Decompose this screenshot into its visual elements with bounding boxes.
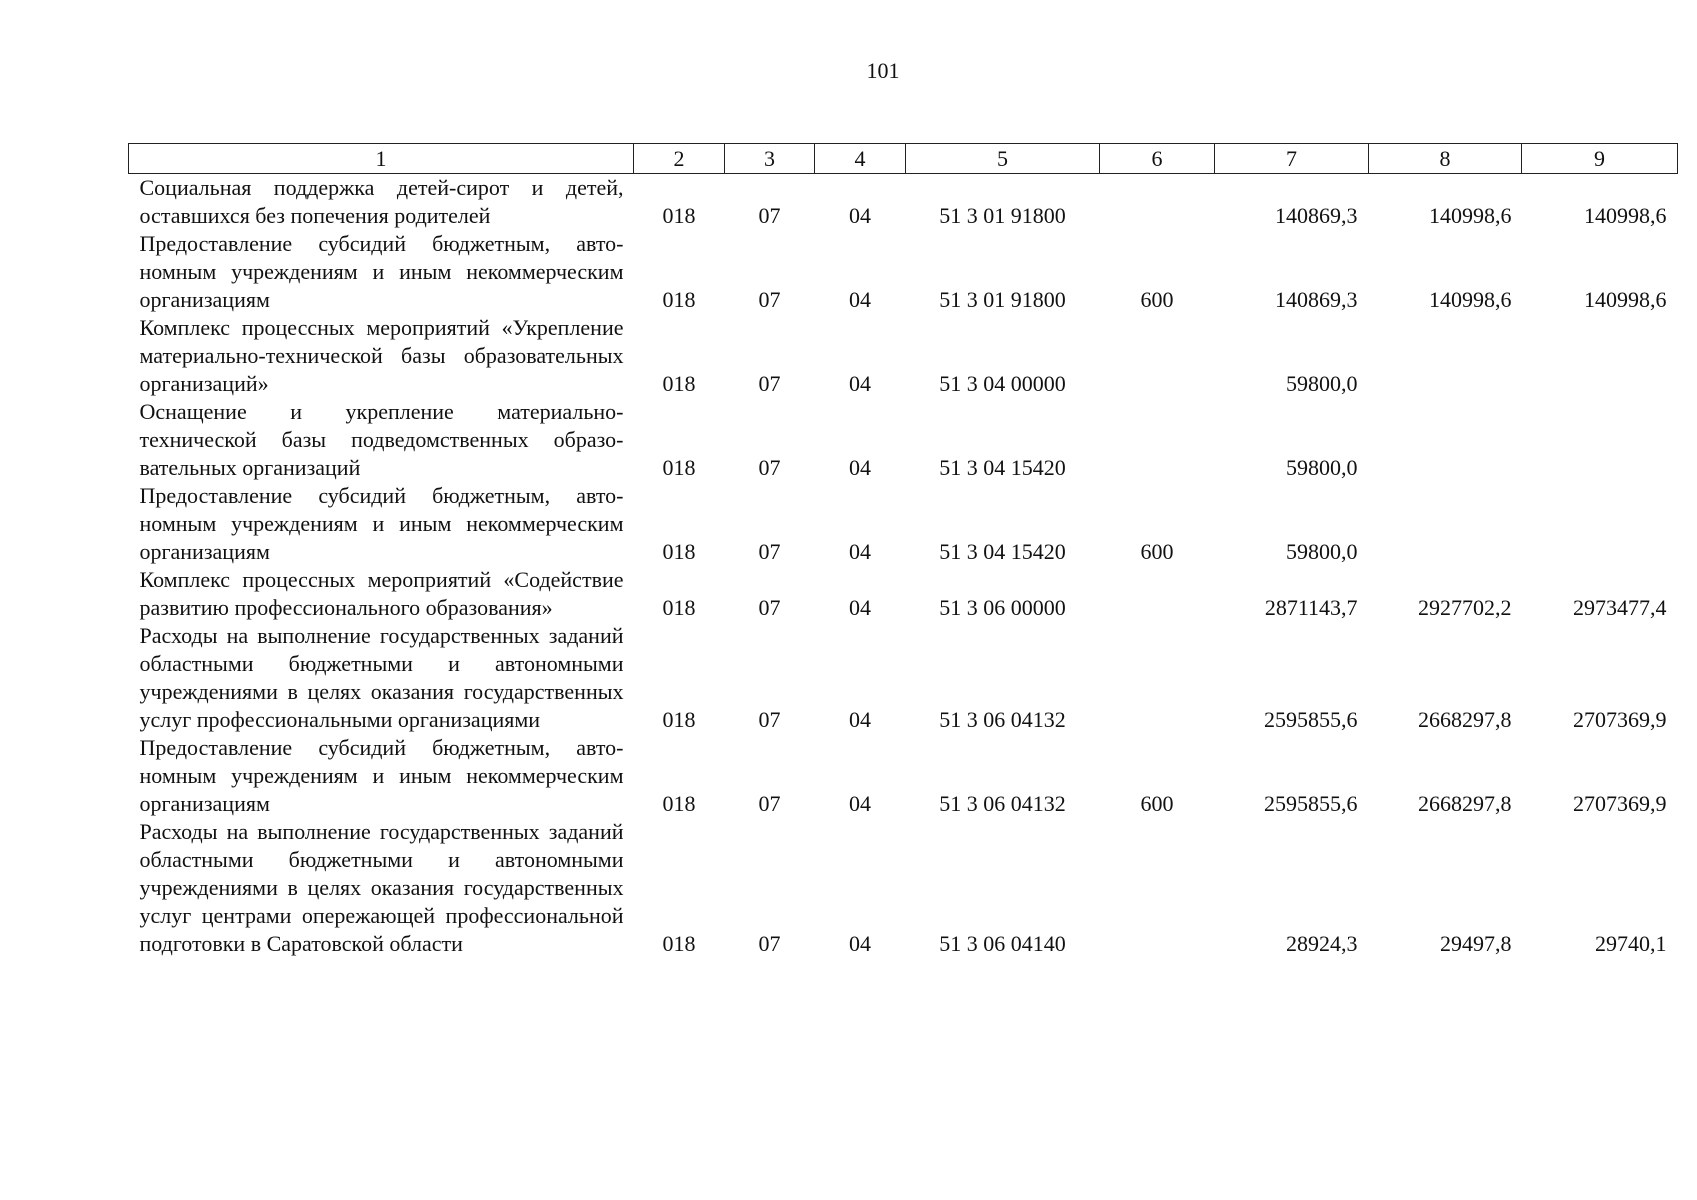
- target-article-code: 51 3 04 00000: [939, 371, 1066, 396]
- section-code: 07: [758, 931, 781, 956]
- amount-col9: [1522, 482, 1678, 566]
- section-code: 07: [758, 287, 781, 312]
- section-code: 07: [758, 595, 781, 620]
- expense-type-code: [1100, 398, 1215, 482]
- section-code: 07: [758, 371, 781, 396]
- amount-col8: 140998,6: [1429, 203, 1512, 228]
- subsection-code: 04: [849, 371, 871, 396]
- table-row: [129, 398, 1678, 482]
- row-name: Социальная поддержка детей-сирот и детей, оставшихся без попечения родителей: [139, 175, 624, 228]
- expense-type-code: [1100, 174, 1215, 231]
- subsection-code: 04: [849, 455, 871, 480]
- ved-code: 018: [662, 931, 696, 956]
- amount-col9: 29740,1: [1595, 931, 1667, 956]
- section-code: 07: [758, 203, 781, 228]
- amount-col9: [1522, 314, 1678, 398]
- amount-col8: 2668297,8: [1418, 791, 1512, 816]
- column-header: 4: [815, 144, 906, 174]
- column-header: 6: [1100, 144, 1215, 174]
- header-row: [129, 144, 1678, 174]
- amount-col9: 140998,6: [1584, 203, 1667, 228]
- amount-col9: [1522, 398, 1678, 482]
- subsection-code: 04: [849, 595, 871, 620]
- expense-type-code: [1100, 622, 1215, 734]
- row-name: Комплекс процессных мероприятий «Укрепление материально-технической базы образовательных организаций»: [139, 315, 624, 396]
- subsection-code: 04: [849, 791, 871, 816]
- amount-col9: 2707369,9: [1573, 707, 1667, 732]
- section-code: 07: [758, 539, 781, 564]
- column-header: 3: [725, 144, 815, 174]
- table-row: [129, 314, 1678, 398]
- amount-col8: 29497,8: [1440, 931, 1512, 956]
- amount-col8: [1369, 482, 1522, 566]
- ved-code: 018: [662, 287, 696, 312]
- amount-col7: 2595855,6: [1264, 707, 1358, 732]
- section-code: 07: [758, 707, 781, 732]
- budget-table: [128, 143, 1678, 958]
- ved-code: 018: [662, 707, 696, 732]
- amount-col8: 2668297,8: [1418, 707, 1512, 732]
- target-article-code: 51 3 06 04140: [939, 931, 1066, 956]
- target-article-code: 51 3 01 91800: [939, 287, 1066, 312]
- expense-type-code: 600: [1140, 287, 1174, 312]
- expense-type-code: [1100, 818, 1215, 958]
- target-article-code: 51 3 06 04132: [939, 791, 1066, 816]
- amount-col8: 140998,6: [1429, 287, 1512, 312]
- amount-col7: 28924,3: [1286, 931, 1358, 956]
- column-header: 7: [1215, 144, 1369, 174]
- row-name: Комплекс процессных мероприятий «Содействие развитию профессионального образования»: [139, 567, 624, 620]
- ved-code: 018: [662, 455, 696, 480]
- amount-col7: 2595855,6: [1264, 791, 1358, 816]
- section-code: 07: [758, 455, 781, 480]
- amount-col8: 2927702,2: [1418, 595, 1512, 620]
- amount-col8: [1369, 398, 1522, 482]
- amount-col7: 59800,0: [1286, 371, 1358, 396]
- expense-type-code: 600: [1140, 791, 1174, 816]
- row-name: Предоставление субсидий бюджетным, автономным учреждениям и иным некоммерческим организациям: [139, 231, 624, 312]
- column-header: 8: [1369, 144, 1522, 174]
- target-article-code: 51 3 04 15420: [939, 455, 1066, 480]
- table-row: [129, 818, 1678, 958]
- subsection-code: 04: [849, 539, 871, 564]
- subsection-code: 04: [849, 287, 871, 312]
- subsection-code: 04: [849, 203, 871, 228]
- ved-code: 018: [662, 203, 696, 228]
- amount-col7: 140869,3: [1275, 287, 1358, 312]
- row-name: Предоставление субсидий бюджетным, автономным учреждениям и иным некоммерческим организациям: [139, 483, 624, 564]
- page-number: 101: [866, 58, 900, 83]
- row-name: Расходы на выполнение государственных заданий областными бюджетными и автономными учреждениями в целях оказания государственных услуг центрами опережающей профессиональной подготовки в Саратовской области: [139, 819, 624, 956]
- expense-type-code: 600: [1140, 539, 1174, 564]
- subsection-code: 04: [849, 931, 871, 956]
- table-row: [129, 482, 1678, 566]
- target-article-code: 51 3 04 15420: [939, 539, 1066, 564]
- table-row: [129, 174, 1678, 231]
- table-row: [129, 622, 1678, 734]
- table-row: [129, 230, 1678, 314]
- expense-type-code: [1100, 314, 1215, 398]
- table-row: [129, 566, 1678, 622]
- column-header: 9: [1522, 144, 1678, 174]
- amount-col8: [1369, 314, 1522, 398]
- column-header: 2: [634, 144, 725, 174]
- column-header: 5: [906, 144, 1100, 174]
- amount-col7: 140869,3: [1275, 203, 1358, 228]
- subsection-code: 04: [849, 707, 871, 732]
- expense-type-code: [1100, 566, 1215, 622]
- ved-code: 018: [662, 595, 696, 620]
- amount-col7: 2871143,7: [1264, 595, 1358, 620]
- amount-col7: 59800,0: [1286, 539, 1358, 564]
- target-article-code: 51 3 06 04132: [939, 707, 1066, 732]
- amount-col9: 140998,6: [1584, 287, 1667, 312]
- amount-col9: 2707369,9: [1573, 791, 1667, 816]
- ved-code: 018: [662, 539, 696, 564]
- target-article-code: 51 3 06 00000: [939, 595, 1066, 620]
- column-header: 1: [129, 144, 634, 174]
- amount-col9: 2973477,4: [1573, 595, 1667, 620]
- row-name: Предоставление субсидий бюджетным, автономным учреждениям и иным некоммерческим организациям: [139, 735, 624, 816]
- table-row: [129, 734, 1678, 818]
- row-name: Оснащение и укрепление материально-технической базы подведомственных образовательных организаций: [139, 399, 624, 480]
- row-name: Расходы на выполнение государственных заданий областными бюджетными и автономными учреждениями в целях оказания государственных услуг профессиональными организациями: [139, 623, 624, 732]
- target-article-code: 51 3 01 91800: [939, 203, 1066, 228]
- amount-col7: 59800,0: [1286, 455, 1358, 480]
- ved-code: 018: [662, 791, 696, 816]
- ved-code: 018: [662, 371, 696, 396]
- section-code: 07: [758, 791, 781, 816]
